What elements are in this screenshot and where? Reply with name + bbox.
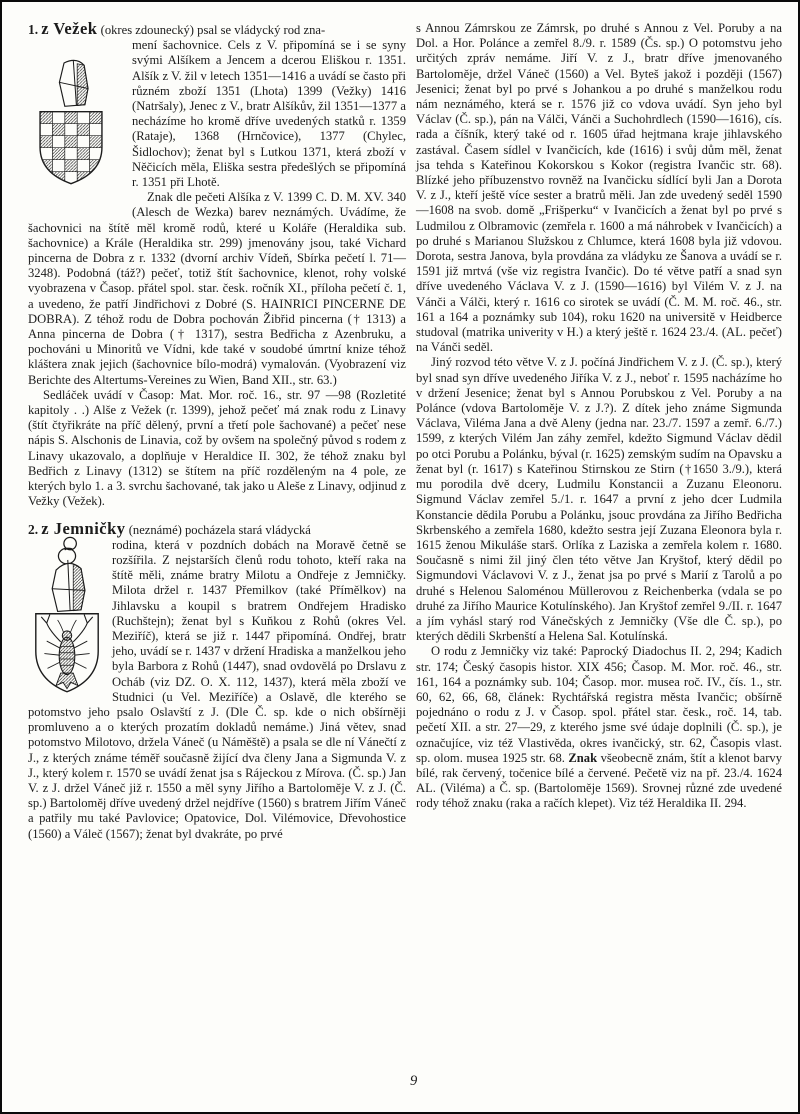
vezek-coat-of-arms-illustration [28,38,132,206]
paragraph-vezek-3: Sedláček uvádí v Časop: Mat. Mor. roč. 16., str. 97 —98 (Rozletité kapitoly . .) Alše z Vežek (r. 1399), jehož pečeť má znak rodu z Linavy (štít čtyřikráte na příč dělený, první a třetí pole šachované) a pečeť nese nápis S. Alschonis de Linavia, což by ovšem na společný původ s rodem z Linavy ukazovalo, a doplňuje v Heraldice II. 302, že téhož znaku byl Bedřich z Linavy (1312) se štítem na příč rozděleným na 4 pole, ze kterých bylo 1. a 3. svrchu šachované, tak jako u Aleše z Linavy, odjinud z Vežky (Vežek). [28,387,406,509]
paragraph-vezek-1: mení šachovnice. Cels z V. připomíná se i se syny svými Alšíkem a Jencem a dcerou Eliškou r. 1351. Alšík z V. žil v letech 1351—1416 a uvádí se často při různém zboží 1351 (Lhota) 1399 (Vežky) 1416 (Natršaly), Jenec z V., bratr Alšíkův, žil 1351—1377 a necházíme ho kromě dříve uvedených statků r. 1359 (Rataje), 1368 (Hrnčovice), 1377 (Chylec, Šidlochov); ženat byl s Lutkou 1371, která zboží v Něčicích měla, Eliška sestra předešlých se připomíná r. 1351 při Lhotě. [132,38,406,190]
section-jemnicka-body [28,538,406,842]
sources-text: O rodu z Jemničky viz také: Paprocký Diadochus II. 2, 294; Kadich str. 174; Český časopis histor. XIX 456; Časop. M. Mor. roč. 46., str. 161, 164 a poznámky sub. 104; Časop. mor. musea roč. IV., čís. 1., str. 60, 62, 66, 68, článek: Rychtářská registra města Ivančic; obšírně pojednáno o rodu z J. v Časop. spol. přátel star. česk., roč. 14, tab. pečetí XII. a str. 27—29, z kterého jsme své údaje doplnili (Č. sp.), je označujíce, viz též Vlastivěda, okres ivančický, str. 62, Časopis vlast. sp. olom. musea 1925 str. 68. [416,644,782,765]
section-jemnicka-lead-line [28,518,406,538]
two-column-text [2,2,798,842]
paragraph-vezek-2: Znak dle pečeti Alšíka z V. 1399 C. D. M. XV. 340 (Alesch de Wezka) barev neznámých. Uvádíme, že šachovnici na štítě měl kromě rodů, které u Koláře (Heraldika sub. šachovnice) a Krále (Heraldika str. 299) jmenovány jsou, také Vichard pincerna de Dobra z r. 1332 (dvorní archiv Vídeň, Sbírka pečetí l. 71—3248). Podobná (táž?) pečeť, totiž štít šachovnice, klenot, rohy volské vyobrazena v Časop. přátel spol. star. česk. ročník XI., příloha pečetí č. 1, a uvedeno, že patří Jindřichovi z Dobré (S. HAINRICI PINCERNE DE DOBRA). Z téhož rodu de Dobra pochován Žibřid pincerna († 1313) a Anna pincerna de Dobra († 1317), sestra Bedřicha z Azenbruku, a pochováni u Minoritů ve Vídni, kde také v soudobé úmrtní knize téhož kláštera znak jejich (šachovnice bílo-modrá) vymalován. (Vyobrazení viz Berichte des Altertums-Vereines zu Wien, Band XII., str. 63.) [28,190,406,387]
jemnicka-coat-of-arms-illustration [28,538,112,704]
checkered-shield-helm-icon [30,40,112,202]
right-column [416,21,782,842]
section-index: 2. [28,521,39,537]
section-title: z Vežek [41,19,98,38]
blazon-text: všeobecně znám, štít a klenot barvy bílé, rak červený, točenice bílé a červené. Pečetě viz na př. 23./4. 1624 AL. (Viléma) a Č. sp. (Bartoloměje 1569). Srovnej různé zde uvedené rody téhož znaku (raka a račích klepet). Viz též Heraldika II. 294. [416,750,782,811]
section-lead-text: (neznámé) pocházela stará vládycká [128,522,311,537]
section-vezek-lead-line [28,21,406,38]
paragraph-jemnicka-sources [416,644,782,811]
section-title: z Jemničky [41,518,126,538]
section-index: 1. [28,22,39,37]
crayfish-shield-helm-icon [28,534,106,706]
page-number: 9 [410,1073,419,1089]
section-vezek [28,21,406,510]
paragraph-jemnicka-1: rodina, která v pozdních dobách na Moravě četně se rozšířila. Z nejstarších členů rodu tohoto, kteří raka na štítě měli, známe bratry Milotu a Ondřeje z Jemničky. Milota držel r. 1437 Přemilkov (také Přímělkov) na Jihlavsku a koupil s bratrem Ondřejem Hradisko (Ruchštejn); ženat byl s Kuňkou z Rohů (okres Vel. Meziříč), která se již r. 1447 připomíná. Ondřej, bratr jeho, uvádí se r. 1437 v držení Hradiska a manželkou jeho byla Barbora z Rohů (1447), snad ovdovělá po Drslavu z Ocháb (viz DZ. O. X. 112, 1437), která měla zboží ve Studnici (u Vel. Meziříče) a Oslavě, dle kterého se potomstvo jeho psalo Oslavští z J. (Dle Č. sp. kde o nich obšírněji promluveno a o kterých prozatím dokladů nemáme.) Jiná větev, snad potomstvo Milotovo, držela Váneč (u Náměště) a psala se dle ní Vánečtí z J., z kterých známe téměř současně žijící dva členy Jana a Sigmunda V. z J., který kolem r. 1570 se uvádí ženat jsa s Rájeckou z Mírova. (Č. sp.) Jan V. z J. držel Váneč již r. 1550 a měl syny Jiřího a Bartoloměje V. z J. (Č. sp.) Bartoloměj dříve uvedený držel nejdříve (1560) s bratrem Jiřím Váneč a patřily mu také Pavlovice; Opatovice, Dol. Vilémovice, Dřevohostice (1560) a Váleč (1567); ženat byl dvakráte, po prvé [28,537,406,841]
section-jemnicka [28,518,406,842]
znak-bold-word: Znak [568,750,598,765]
section-lead-text: (okres zdounecký) psal se vládycký rod zna- [100,23,326,37]
left-column [28,21,406,842]
paragraph-jemnicka-3: Jiný rozvod této větve V. z J. počíná Jindřichem V. z J. (Č. sp.), který byl snad syn dříve uvedeného Jiříka V. z J., neboť r. 1595 nacházíme ho v držení Jesenice; ženat byl s Annou Porubskou z Vel. Poruby a na Polánce (vdova Bartoloměje V. z J.?). Z dítek jeho známe Sigmunda Václava, Viléma Jana a dvě Aleny (jedna nar. 23./7. 1597 a zemř. 6./7.) 1599, z kterých Vilém Jan záhy zemřel, kdežto Sigmund Václav dědil po otci Porubu a Polánku, býval (r. 1625) zemským sudím na Opavsku a ženat byl (r. 1617) s Kateřinou Stirnskou ze Stirn (†1650 3./9.), která mu porodila dvě dcery, Ludmilu Konstancii a Zuzanu Eleonoru. Sigmund Václav zemřel 5./1. r. 1647 a první z jeho dcer Ludmila Konstancie dědila Porubu a Polánku, jsouc provdána za Jiřího Bedřicha Skrbenského a zemřela 1680, kdežto sestra její Zuzana Eleonora byla r. 1615 ženou Mikuláše starš. Orlíka z Laziska a zemřela kolem r. 1680. Současně s nimi žil jiný člen této větve Jan Kryštof, který dědil po Sigmundovi Václavovi V. z J., ženat jsa po prvé s Marií z Tarolů a po druhé s Helenou Saloménou Müllerovou z Reichenberka (vdala se po druhé za Jiřího Maurice Kotulínského). Jan Kryštof zemřel 9./II. r. 1647 a jím vyhásl starý rod Vánečských z Jemničky (Vše dle Č. sp.), po kterých dědili Skrbenští a Helena Sal. Kotulínská. [416,355,782,644]
paragraph-jemnicka-2: s Annou Zámrskou ze Zámrsk, po druhé s Annou z Vel. Poruby a na Dol. a Hor. Polánce a zemřel 8./9. r. 1589 (Čs. sp.) O potomstvu jeho určitých zpráv nemáme. Jiří V. z J., bratr dříve jmenovaného Bartoloměje, držel Váneč (1560) a Vel. Byteš jakož i později (1567) Jesenici; ženat byl po prvé s Johankou a po druhé s manželkou rodu nám neznámého, která se r. 1576 již co vdova uvádí. Syn jeho byl Václav (Č. sp.), pán na Válči, Vánči a Suchohrdlech (1590—1616), cís. rada a číšník, který také od r. 1605 úřad hejtmana kraje jihlavského zastával. Časem sídlel v Ivančicích, kde (1616) i svůj dům měl, ženat jsa tehda s Kateřinou Kokorskou s Kokor (registra Ivančic str. 68). Blízké jeho příbuzenstvo rovněž na Ivančicku sídlící byli Jan a Dorota V. z J., kteří ještě více sester a bratrů měli. Jan zde uvedený seděl 1590—1608 na svob. domě „Frišperku“ v Ivančicích a ženat byl po prvé s Ludmilou z Olbramovic (zemřela r. 1600 a má náhrobek v Ivančicích) a po druhé s Marianou Služskou z Chlumce, která 1608 byla již vdovou. Dorota, sestra Janova, byla provdána za vládyku ze Šanova a uvádí se r. 1591 již mrtvá (vše viz registra Ivančic). Do té větve patří a snad syn dříve uvedeného Václava V. z J. (1590—1616) byl Vilém V. z J. na Vánči a Válči, který r. 1616 co sirotek se uvádí (Č. M. M. roč. 46., str. 161 a 164 a poznámky sub 104), roku 1620 na universitě v Heidberce studoval (matrika univerity v H.) a který ještě r. 1624 23./4. (AL. pečeť) na Vánči seděl. [416,21,782,355]
section-vezek-body [28,38,406,509]
